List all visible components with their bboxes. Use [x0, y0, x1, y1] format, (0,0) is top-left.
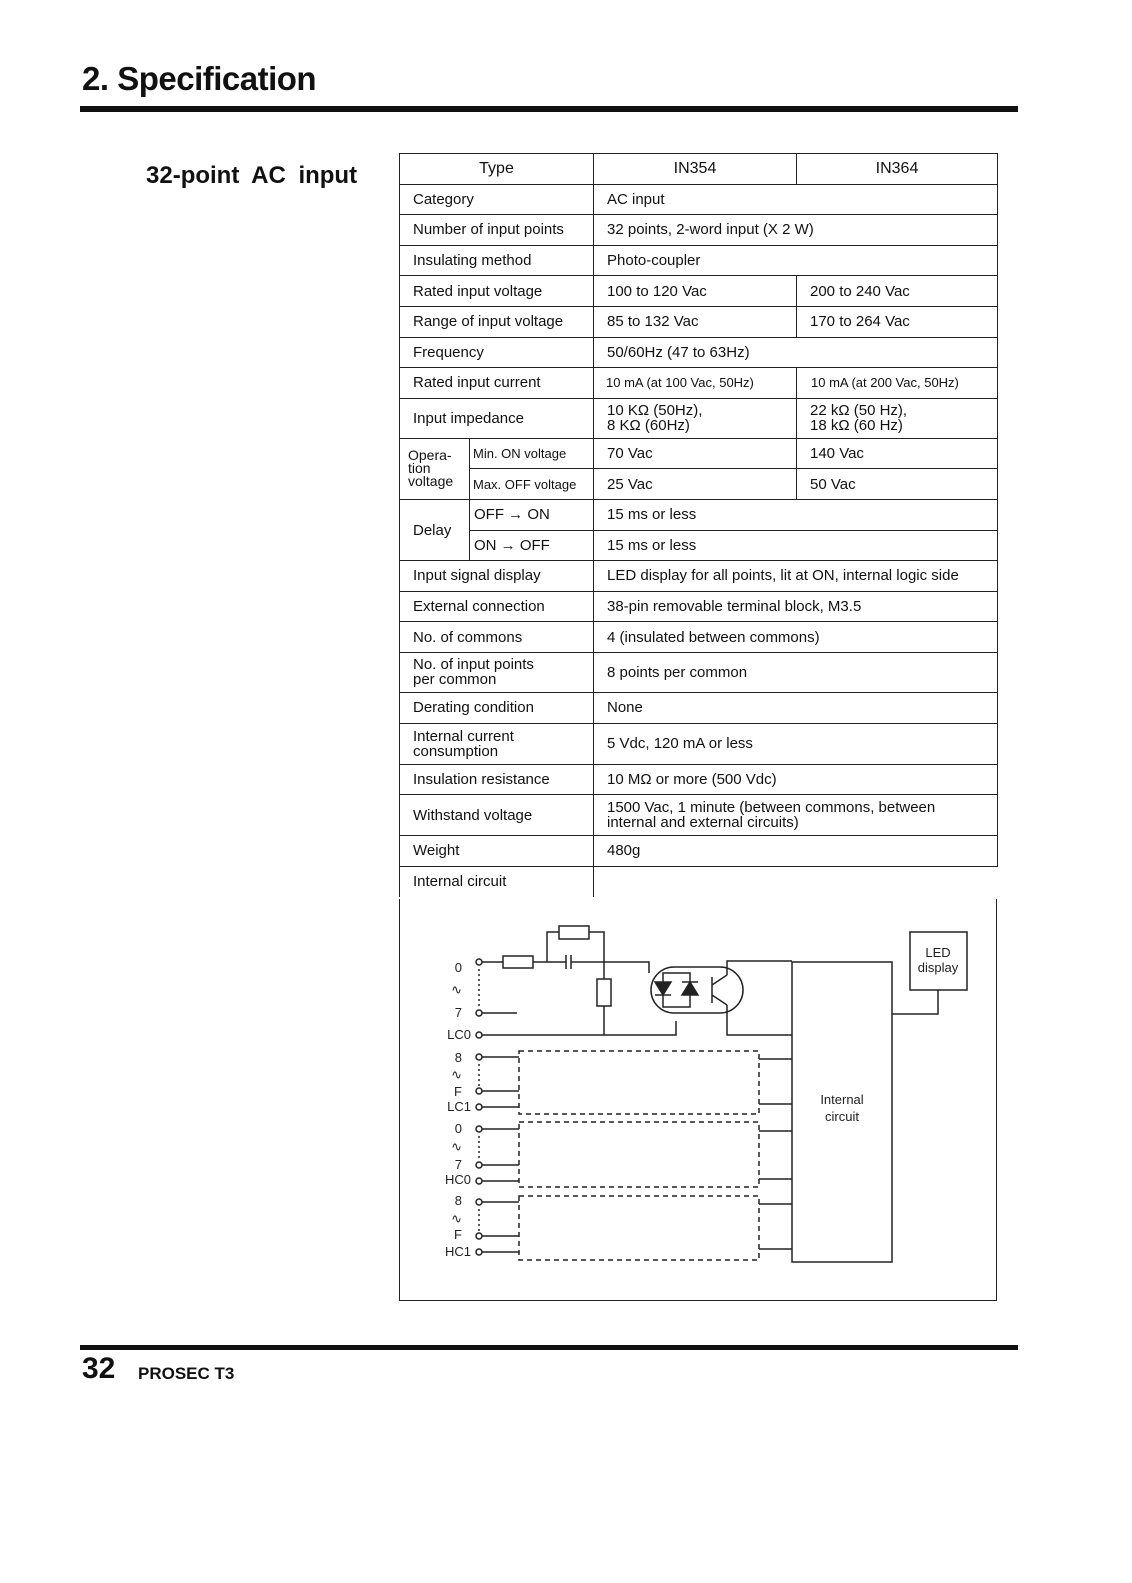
rated-current-in354: 10 mA (at 100 Vac, 50Hz) — [594, 368, 797, 399]
insulation-resistance-label: Insulation resistance — [400, 764, 594, 795]
delay-off-on-value: 15 ms or less — [594, 499, 998, 530]
insulating-value: Photo-coupler — [594, 245, 998, 276]
bottom-rule — [80, 1345, 1018, 1350]
impedance-in354-line1: 10 KΩ (50Hz), — [607, 402, 703, 420]
points-per-common-value: 8 points per common — [594, 652, 998, 692]
impedance-in364-line1: 22 kΩ (50 Hz), — [810, 402, 908, 420]
commons-label: No. of commons — [400, 622, 594, 653]
range-voltage-in364: 170 to 264 Vac — [797, 306, 998, 337]
current-consumption-value: 5 Vdc, 120 mA or less — [594, 723, 998, 764]
min-on-voltage-in354: 70 Vac — [594, 438, 797, 469]
range-voltage-in354: 85 to 132 Vac — [594, 306, 797, 337]
range-mark-2: ∿ — [451, 1067, 462, 1082]
rated-current-in364: 10 mA (at 200 Vac, 50Hz) — [797, 368, 998, 399]
signal-display-row — [400, 561, 998, 592]
derating-label: Derating condition — [400, 692, 594, 723]
page-heading: 2. Specification — [82, 60, 317, 97]
current-consumption-label-line2: consumption — [413, 742, 499, 760]
commons-value: 4 (insulated between commons) — [594, 622, 998, 653]
rated-voltage-in364: 200 to 240 Vac — [797, 276, 998, 307]
derating-row — [400, 692, 998, 723]
max-off-voltage-in354: 25 Vac — [594, 469, 797, 500]
frequency-label: Frequency — [400, 337, 594, 368]
header-type: Type — [400, 154, 594, 185]
rated-voltage-row — [400, 276, 998, 307]
withstand-label: Withstand voltage — [400, 795, 594, 836]
internal-circuit-diagram — [399, 899, 997, 1301]
min-on-voltage-row — [400, 438, 998, 469]
terminal-fb: F — [454, 1227, 462, 1242]
spec-table — [399, 153, 998, 897]
points-per-common-label — [400, 652, 594, 692]
external-connection-label: External connection — [400, 591, 594, 622]
section-title: 32-point AC input — [146, 162, 358, 189]
insulation-resistance-row — [400, 764, 998, 795]
delay-on-off-label: ON → OFF — [470, 530, 594, 561]
terminal-lc1: LC1 — [447, 1099, 471, 1114]
range-mark-4: ∿ — [451, 1211, 462, 1226]
impedance-in354-line2: 8 KΩ (60Hz) — [607, 417, 690, 435]
repeated-input-groups — [482, 1051, 792, 1260]
withstand-row — [400, 795, 998, 836]
led-label-line1: LED — [925, 945, 951, 960]
rated-current-label: Rated input current — [400, 368, 594, 399]
internal-circuit-blank — [594, 866, 998, 897]
rated-voltage-label: Rated input voltage — [400, 276, 594, 307]
derating-value: None — [594, 692, 998, 723]
signal-display-label: Input signal display — [400, 561, 594, 592]
withstand-value-line1: 1500 Vac, 1 minute (between commons, between — [607, 799, 936, 817]
terminal-0b: 0 — [454, 1121, 462, 1136]
category-label: Category — [400, 184, 594, 215]
weight-label: Weight — [400, 836, 594, 867]
operation-label-line3: voltage — [408, 473, 454, 490]
input-points-row — [400, 215, 998, 246]
delay-off-row — [400, 530, 998, 561]
min-on-voltage-in364: 140 Vac — [797, 438, 998, 469]
header-in354: IN354 — [594, 154, 797, 185]
min-on-voltage-label: Min. ON voltage — [470, 438, 594, 469]
range-voltage-label: Range of input voltage — [400, 306, 594, 337]
external-connection-row — [400, 591, 998, 622]
impedance-in354 — [594, 398, 797, 438]
input-circuit-detail — [479, 926, 676, 1232]
current-consumption-label-line1: Internal current — [413, 727, 514, 745]
page-number: 32 — [82, 1352, 116, 1385]
internal-circuit-row — [400, 866, 998, 897]
delay-off-on-label: OFF → ON — [470, 499, 594, 530]
photocoupler-symbol — [651, 961, 792, 1035]
impedance-in364 — [797, 398, 998, 438]
points-per-common-label-line1: No. of input points — [413, 656, 534, 674]
terminal-8: 8 — [454, 1050, 462, 1065]
operation-voltage-label — [400, 438, 470, 499]
category-value: AC input — [594, 184, 998, 215]
terminal-hc0: HC0 — [444, 1172, 471, 1187]
commons-row — [400, 622, 998, 653]
current-consumption-label — [400, 723, 594, 764]
range-mark-1: ∿ — [451, 982, 462, 997]
product-name: PROSEC T3 — [138, 1364, 235, 1383]
max-off-voltage-label: Max. OFF voltage — [470, 469, 594, 500]
operation-label-line1: Opera- — [408, 447, 452, 464]
current-consumption-row — [400, 723, 998, 764]
operation-label-line2: tion — [408, 460, 431, 477]
external-connection-value: 38-pin removable terminal block, M3.5 — [594, 591, 998, 622]
internal-label-line2: circuit — [825, 1109, 859, 1124]
impedance-label: Input impedance — [400, 398, 594, 438]
points-per-common-label-line2: per common — [413, 671, 497, 689]
range-mark-3: ∿ — [451, 1139, 462, 1154]
header-in364: IN364 — [797, 154, 998, 185]
frequency-row — [400, 337, 998, 368]
top-rule — [80, 106, 1018, 112]
terminal-lc0: LC0 — [447, 1027, 471, 1042]
internal-label-line1: Internal — [820, 1092, 864, 1107]
impedance-in364-line2: 18 kΩ (60 Hz) — [810, 417, 903, 435]
delay-on-off-value: 15 ms or less — [594, 530, 998, 561]
input-points-value: 32 points, 2-word input (X 2 W) — [594, 215, 998, 246]
terminal-8b: 8 — [454, 1193, 462, 1208]
led-label-line2: display — [917, 960, 959, 975]
frequency-value: 50/60Hz (47 to 63Hz) — [594, 337, 998, 368]
withstand-value — [594, 795, 998, 836]
terminal-hc1: HC1 — [444, 1244, 471, 1259]
points-per-common-row — [400, 652, 998, 692]
rated-voltage-in354: 100 to 120 Vac — [594, 276, 797, 307]
internal-circuit-label: Internal circuit — [400, 866, 594, 897]
terminal-f: F — [454, 1084, 462, 1099]
signal-display-value: LED display for all points, lit at ON, internal logic side — [594, 561, 998, 592]
category-row — [400, 184, 998, 215]
insulation-resistance-value: 10 MΩ or more (500 Vdc) — [594, 764, 998, 795]
led-connection — [892, 990, 938, 1014]
weight-row — [400, 836, 998, 867]
withstand-value-line2: internal and external circuits) — [607, 814, 799, 832]
range-voltage-row — [400, 306, 998, 337]
max-off-voltage-row — [400, 469, 998, 500]
input-points-label: Number of input points — [400, 215, 594, 246]
header-row — [400, 154, 998, 185]
terminal-7b: 7 — [454, 1157, 462, 1172]
weight-value: 480g — [594, 836, 998, 867]
insulating-label: Insulating method — [400, 245, 594, 276]
impedance-row — [400, 398, 998, 438]
terminal-0: 0 — [454, 960, 462, 975]
delay-on-row — [400, 499, 998, 530]
rated-current-row — [400, 368, 998, 399]
max-off-voltage-in364: 50 Vac — [797, 469, 998, 500]
insulating-row — [400, 245, 998, 276]
delay-label: Delay — [400, 499, 470, 560]
terminal-7: 7 — [454, 1005, 462, 1020]
